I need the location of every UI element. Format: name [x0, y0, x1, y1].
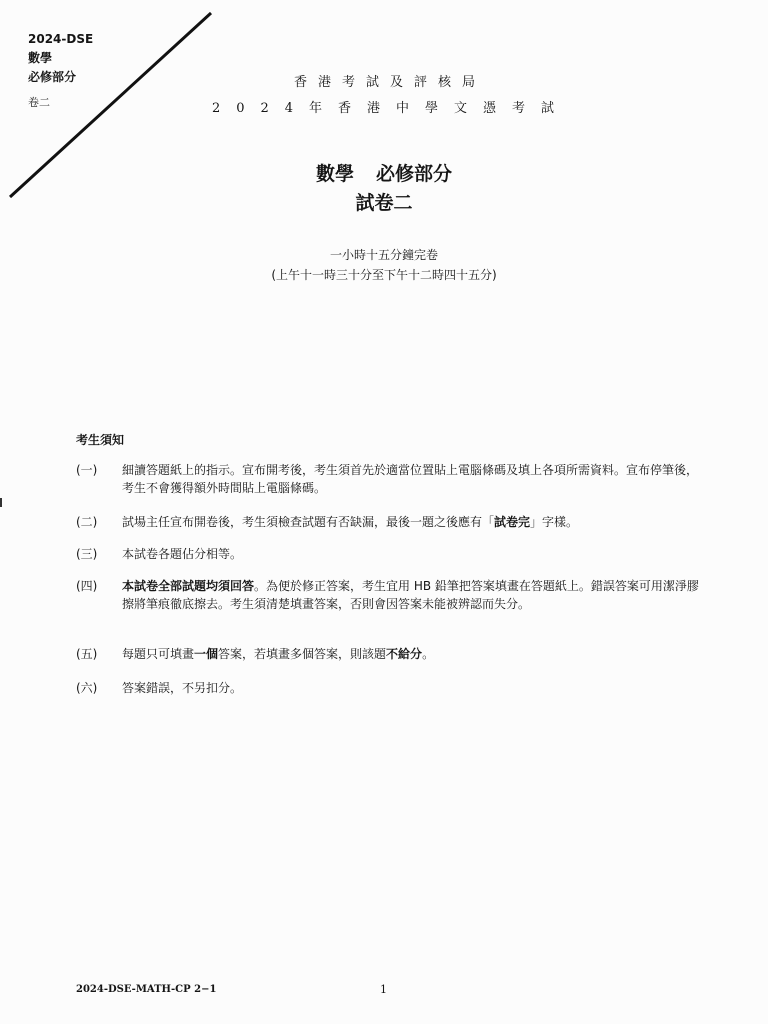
exam-time: (上午十一時三十分至下午十二時四十五分) — [271, 268, 497, 282]
item-text: 試場主任宣布開卷後，考生須檢查試題有否缺漏，最後一題之後應有「試卷完」字樣。 — [122, 515, 579, 529]
item-text: 每題只可填畫一個答案，若填畫多個答案，則該題不給分。 — [122, 647, 435, 661]
item-number: (五) — [76, 647, 98, 661]
item-text: 答案錯誤，不另扣分。 — [122, 681, 243, 695]
authority-name: 香港考試及評核局 — [293, 75, 486, 90]
item-text: 本試卷全部試題均須回答。為便於修正答案，考生宜用 HB 鉛筆把答案填畫在答題紙上。錯誤答案可用潔淨膠擦將筆痕徹底擦去。考生須清楚填畫答案，否則會因答案未能被辨認而失分。 — [122, 579, 699, 611]
corner-part: 必修部分 — [28, 70, 77, 84]
exam-duration: 一小時十五分鐘完卷 — [329, 248, 438, 262]
item-number: (三) — [76, 547, 98, 561]
item-text: 細讀答題紙上的指示。宣布開考後，考生須首先於適當位置貼上電腦條碼及填上各項所需資料。宣布停筆後，考生不會獲得額外時間貼上電腦條碼。 — [122, 463, 699, 495]
exam-code: 2024-DSE — [28, 32, 94, 46]
instructions-heading: 考生須知 — [76, 433, 125, 447]
page-number: 1 — [380, 983, 387, 996]
item-number: (四) — [76, 579, 98, 593]
page-code: 2024-DSE-MATH-CP 2−1 — [76, 984, 217, 995]
exam-name: 2024年香港中學文憑考試 — [211, 101, 571, 116]
subject-title — [0, 159, 768, 186]
item-text: 本試卷各題佔分相等。 — [122, 547, 243, 561]
title-part: 必修部分 — [376, 163, 453, 185]
item-number: (一) — [76, 463, 98, 477]
title-subject: 數學 — [315, 163, 354, 185]
scan-mark — [0, 498, 2, 507]
item-number: (二) — [76, 515, 98, 529]
corner-paper: 卷二 — [28, 96, 50, 109]
paper-title: 試卷二 — [355, 192, 413, 214]
corner-subject: 數學 — [28, 51, 53, 65]
item-number: (六) — [76, 681, 98, 695]
